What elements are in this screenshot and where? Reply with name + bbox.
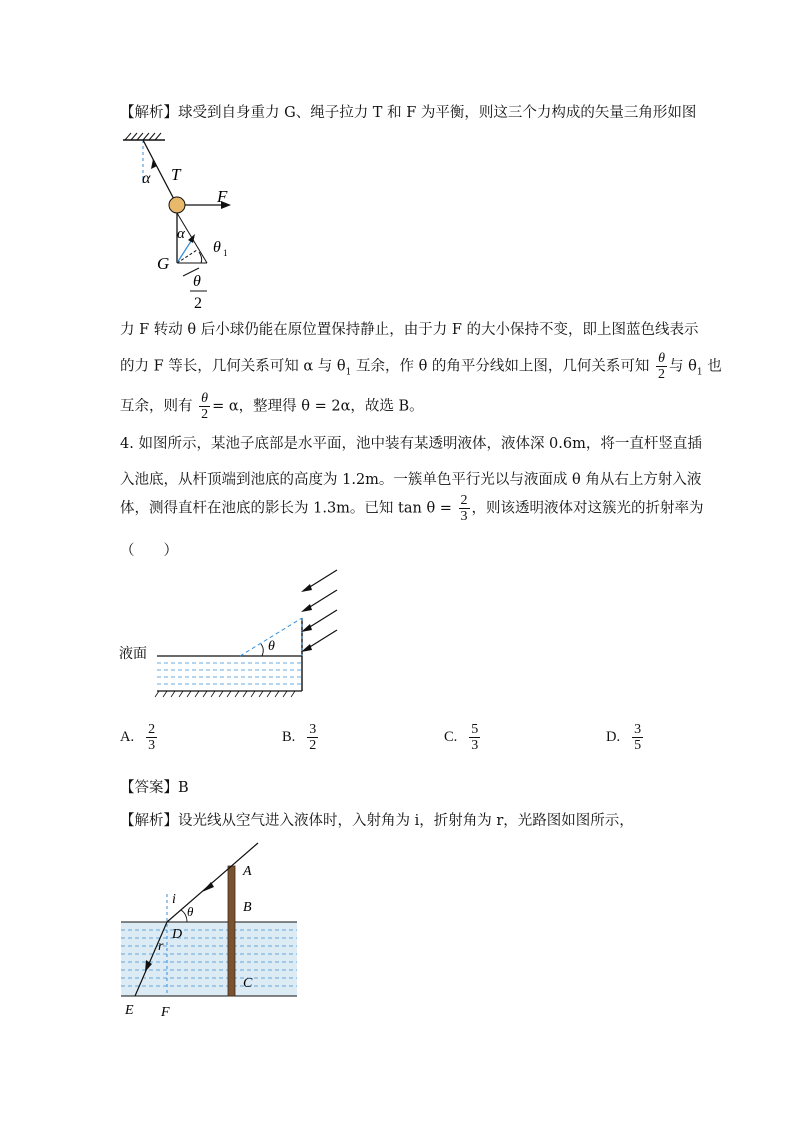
analysis1-line3 — [120, 351, 722, 387]
liquid-fill — [121, 922, 297, 996]
answer-value: B — [178, 780, 189, 796]
theta1-sub-a: 1 — [345, 367, 352, 378]
analysis1-line1 — [120, 103, 696, 123]
bisector-line — [177, 250, 197, 263]
label-d: D — [172, 927, 183, 942]
ball — [169, 197, 185, 213]
analysis1-line2 — [120, 320, 699, 340]
bottom-hatch — [155, 691, 295, 697]
light-path-figure — [115, 838, 305, 1023]
theta1-sub-label: 1 — [223, 248, 228, 258]
q4-paren-line — [120, 541, 178, 561]
option-b-label: B. — [282, 729, 296, 745]
q4-text2: 入池底，从杆顶端到池底的高度为 1.2m。一簇单色平行光以与液面成 θ 角从右上方射入液 — [120, 472, 702, 488]
analysis1-text1: 球受到自身重力 G、绳子拉力 T 和 F 为平衡，则这三个力构成的矢量三角形如图 — [178, 105, 697, 121]
option-a-label: A. — [120, 729, 135, 745]
q4-text1: 4. 如图所示，某池子底部是水平面，池中装有某透明液体，液体深 0.6m，将一直杆竖直插 — [120, 436, 702, 452]
option-c[interactable] — [444, 722, 482, 753]
analysis1-text3d: 也 — [702, 358, 722, 375]
pool-figure — [115, 568, 355, 700]
theta1-sub-c: 1 — [696, 367, 703, 378]
option-a[interactable] — [120, 722, 159, 753]
label-i: i — [172, 892, 176, 907]
label-b: B — [243, 900, 252, 915]
option-b[interactable] — [282, 722, 320, 753]
analysis1-line4 — [120, 391, 424, 422]
label-theta-2: θ — [187, 904, 194, 919]
force-diagram — [115, 128, 255, 313]
theta-half-den: 2 — [194, 295, 202, 312]
t-label: T — [171, 165, 181, 184]
theta1-label: θ — [213, 239, 221, 256]
label-r: r — [158, 939, 164, 954]
option-d-fraction: $\frac{3}{5}$ — [634, 722, 642, 753]
answer-line — [120, 778, 189, 798]
label-e: E — [125, 1003, 134, 1018]
f-label: F — [217, 187, 228, 206]
alpha-mid-label: α — [177, 226, 185, 242]
analysis1-text4a: 互余，则有 — [120, 398, 193, 415]
theta-arc — [261, 644, 263, 656]
option-d[interactable] — [606, 722, 645, 753]
option-c-label: C. — [444, 729, 458, 745]
label-a: A — [243, 864, 252, 879]
theta-label: θ — [268, 639, 275, 654]
analysis2-text: 设光线从空气进入液体时，入射角为 i，折射角为 r，光路图如图所示， — [178, 813, 634, 829]
answer-tag: 【答案】 — [120, 780, 178, 796]
answer-paren: （ ） — [120, 543, 178, 559]
liquid-area — [157, 656, 302, 691]
rod-brown — [228, 866, 235, 996]
tan-fraction: $\frac{2}{3}$ — [460, 493, 468, 524]
ceiling-hatch — [125, 133, 161, 140]
q4-line1 — [120, 434, 702, 454]
analysis1-text3c: 与 θ — [669, 358, 697, 375]
label-f: F — [161, 1005, 170, 1020]
analysis1-text3b: 互余，作 θ 的角平分线如上图，几何关系可知 — [351, 358, 650, 375]
q4-text3b: ，则该透明液体对这簇光的折射率为 — [471, 500, 704, 517]
analysis2-line — [120, 811, 634, 831]
analysis2-tag: 【解析】 — [120, 813, 178, 829]
q4-text3a: 体，测得直杆在池底的影长为 1.3m。已知 tan θ = — [120, 500, 452, 517]
analysis-tag: 【解析】 — [120, 105, 178, 121]
option-b-fraction: $\frac{3}{2}$ — [309, 722, 317, 753]
alpha-top-label: α — [142, 170, 151, 187]
label-c: C — [243, 976, 253, 991]
option-c-fraction: $\frac{5}{3}$ — [471, 722, 479, 753]
q4-line3 — [120, 493, 704, 524]
analysis1-text2: 力 F 转动 θ 后小球仍能在原位置保持静止，由于力 F 的大小保持不变，即上图蓝色线表示 — [120, 322, 699, 338]
option-a-fraction: $\frac{2}{3}$ — [148, 722, 156, 753]
theta-half-fraction-1: $\frac{\theta}{2}$ — [658, 351, 666, 382]
analysis1-text4b: = α，整理得 θ = 2α，故选 B。 — [212, 398, 424, 415]
theta-half-num: θ — [193, 273, 201, 290]
q4-line2 — [120, 470, 701, 490]
theta-half-fraction-2: $\frac{\theta}{2}$ — [201, 391, 209, 422]
option-d-label: D. — [606, 729, 621, 745]
analysis1-text3a: 的力 F 等长，几何关系可知 α 与 θ — [120, 358, 346, 375]
g-label: G — [157, 254, 170, 273]
surface-label: 液面 — [119, 646, 147, 662]
